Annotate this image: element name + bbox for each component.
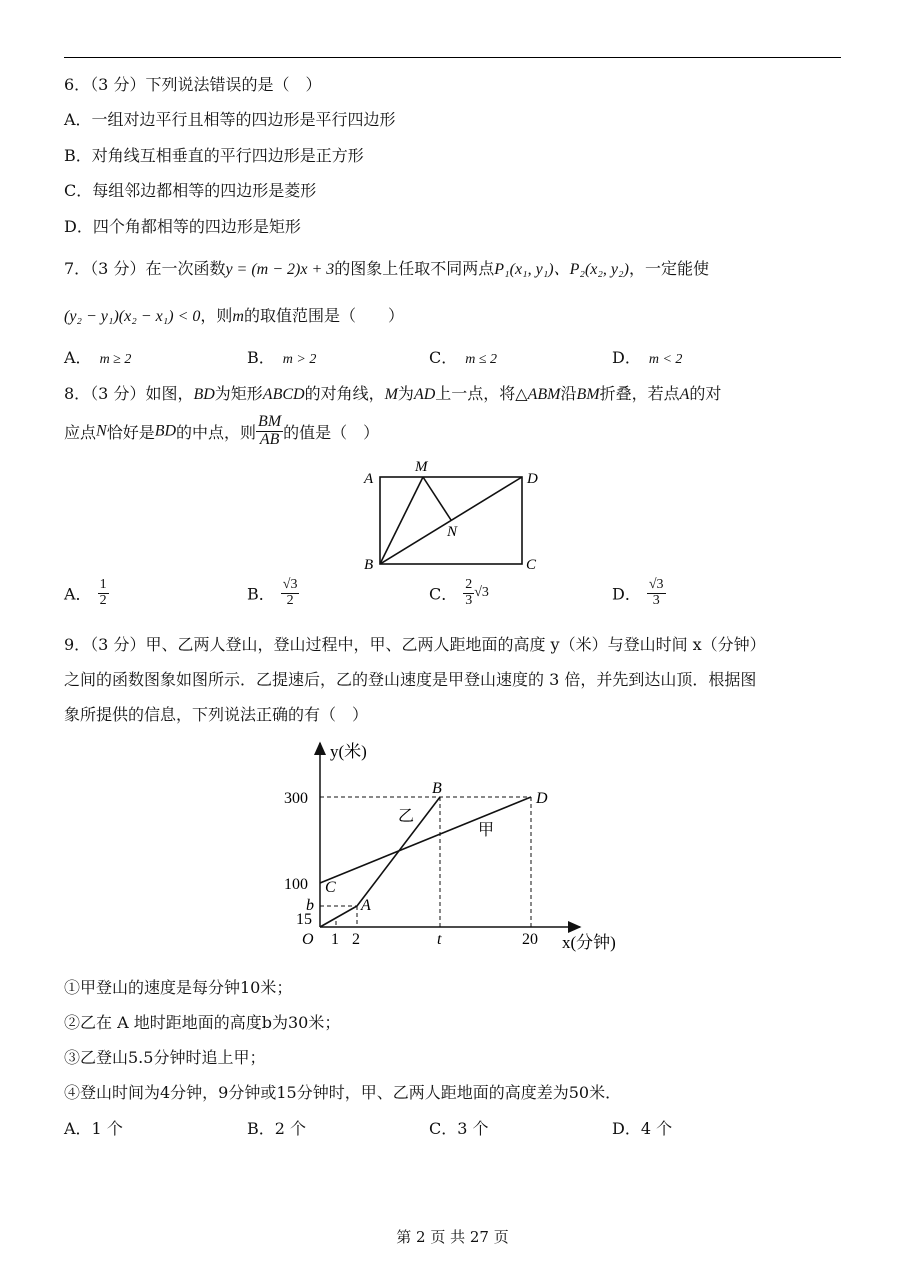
q7-option-b: B． m > 2 — [247, 348, 317, 367]
q7-prefix: 7．（3 分）在一次函数 — [64, 259, 226, 278]
q7-line2-end: 的取值范围是（ ） — [243, 306, 404, 325]
label-b: B — [364, 557, 374, 573]
q7-function: y = (m − 2)x + 3 — [225, 261, 335, 278]
q8-line2: 应点N恰好是BD的中点，则 $\frac{BM}{AB}$ 的值是（ ） — [64, 413, 380, 448]
label-d: D — [527, 471, 538, 487]
q7-points: P₁(x₁, y₁)、P₂(x₂, y₂) — [494, 261, 629, 278]
y-axis-label: y(米) — [330, 742, 367, 761]
q6-option-a: A．一组对边平行且相等的四边形是平行四边形 — [64, 110, 396, 129]
point-b: B — [432, 780, 442, 797]
label-yi: 乙 — [398, 808, 415, 825]
y-tick-100: 100 — [284, 876, 308, 893]
x-tick-1: 1 — [331, 931, 339, 948]
q9-statement-4: ④登山时间为4分钟，9分钟或15分钟时，甲、乙两人距地面的高度差为50米． — [64, 1083, 622, 1102]
q9-statement-3: ③乙登山5.5分钟时追上甲； — [64, 1048, 266, 1067]
y-tick-300: 300 — [284, 790, 308, 807]
q7-var-m: m — [232, 308, 244, 325]
q8-option-b: B． $\frac{√3}{2}$ — [247, 577, 298, 608]
q7-line2-text: ，则 — [200, 306, 233, 325]
q9-statement-2: ②乙在 A 地时距地面的高度b为30米； — [64, 1013, 341, 1032]
function-graph — [270, 735, 630, 960]
q6-option-d: D．四个角都相等的四边形是矩形 — [64, 217, 301, 236]
q9-option-d: D．4 个 — [612, 1119, 673, 1138]
point-c: C — [325, 879, 336, 896]
q6-option-b: B．对角线互相垂直的平行四边形是正方形 — [64, 146, 364, 165]
label-c: C — [526, 557, 537, 573]
q9-line2: 之间的函数图象如图所示．乙提速后，乙的登山速度是甲登山速度的 3 倍，并先到达山顶．根据图 — [64, 670, 757, 689]
q6-stem: 6．（3 分）下列说法错误的是（ ） — [64, 75, 322, 94]
q8-option-a: A． $\frac{1}{2}$ — [64, 577, 107, 608]
q7-option-d: D． m < 2 — [612, 348, 683, 367]
origin-label: O — [302, 931, 314, 948]
rectangle-figure — [360, 455, 550, 575]
q9-statement-1: ①甲登山的速度是每分钟10米； — [64, 978, 293, 997]
x-axis-label: x(分钟) — [562, 933, 616, 952]
x-tick-t: t — [437, 931, 442, 948]
q7-line2 — [64, 303, 404, 326]
x-tick-2: 2 — [352, 931, 360, 948]
label-m: M — [415, 459, 428, 475]
q9-line1: 9．（3 分）甲、乙两人登山，登山过程中，甲、乙两人距地面的高度 y（米）与登山时间 x（分钟） — [64, 635, 766, 654]
q8-fraction: $\frac{BM}{AB}$ — [258, 413, 282, 448]
q8-option-d: D． $\frac{√3}{3}$ — [612, 577, 664, 608]
point-d: D — [536, 790, 548, 807]
header-rule — [64, 57, 841, 58]
label-jia: 甲 — [478, 822, 495, 839]
q7-option-a: A． m ≥ 2 — [64, 348, 132, 367]
q9-option-a: A．1 个 — [64, 1119, 123, 1138]
q8-option-c: C． $\frac{2}{3}$ √3 — [429, 577, 489, 608]
line-jia — [320, 797, 531, 883]
point-a: A — [361, 897, 371, 914]
q7-option-c: C． m ≤ 2 — [429, 348, 498, 367]
q9-option-c: C．3 个 — [429, 1119, 489, 1138]
q7-mid: 的图象上任取不同两点 — [334, 259, 495, 278]
q9-option-b: B．2 个 — [247, 1119, 307, 1138]
q7-suffix: ，一定能使 — [628, 259, 709, 278]
q8-line1: 8．（3 分）如图，BD为矩形ABCD的对角线，M为AD上一点，将△ABM沿BM折叠，若点A的对 — [64, 384, 722, 403]
x-tick-20: 20 — [522, 931, 538, 948]
label-n: N — [447, 524, 458, 540]
page-footer: 第 2 页 共 27 页 — [396, 1228, 509, 1246]
line-yi — [320, 797, 440, 927]
q7-line1 — [64, 256, 709, 279]
q9-line3: 象所提供的信息，下列说法正确的有（ ） — [64, 705, 369, 724]
y-tick-b: b — [306, 897, 314, 914]
q6-option-c: C．每组邻边都相等的四边形是菱形 — [64, 181, 317, 200]
y-tick-15: 15 — [296, 911, 312, 928]
label-a: A — [364, 471, 374, 487]
q7-condition: (y₂ − y₁)(x₂ − x₁) < 0 — [64, 308, 201, 325]
